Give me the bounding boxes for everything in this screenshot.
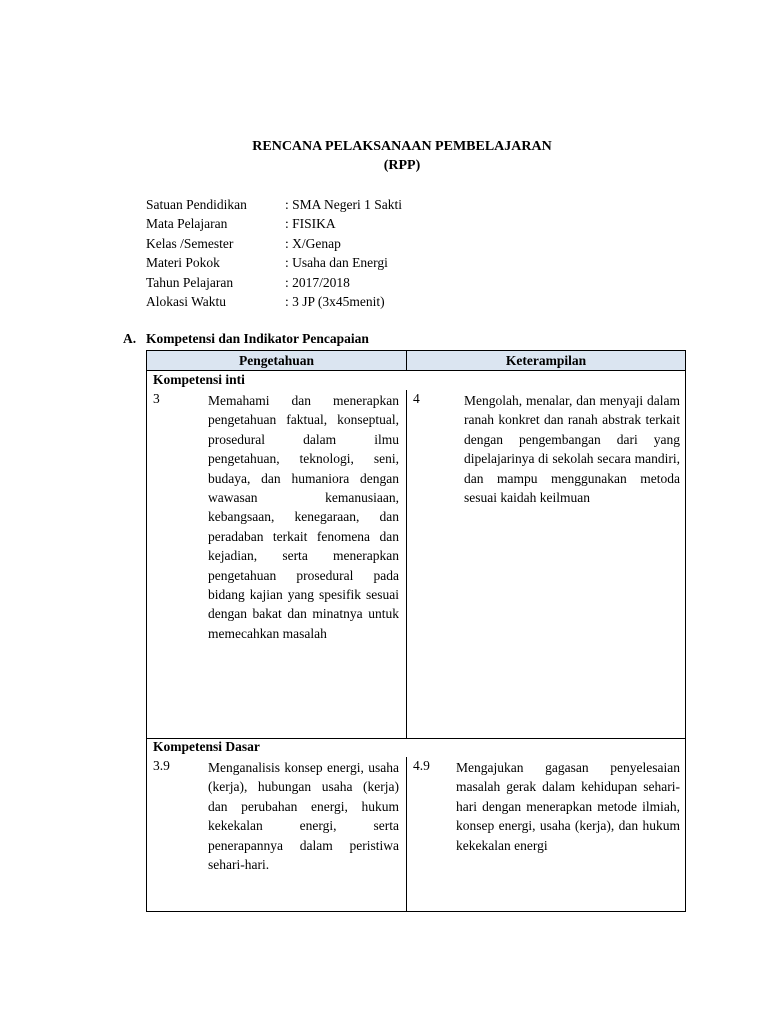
ki-right-text: Mengolah, menalar, dan menyaji dalam ranah konkret dan ranah abstrak terkait dengan pengembangan dari yang dipelajarinya di sekolah secara mandiri, dan mampu menggunakan metoda sesuai kaidah keilmuan: [464, 393, 680, 506]
kd-left-number: 3.9: [153, 758, 170, 773]
kd-right-text: Mengajukan gagasan penyelesaian masalah gerak dalam kehidupan sehari-hari dengan menerapkan metode ilmiah, konsep energi, usaha (kerja), dan hukum kekekalan energi: [456, 760, 680, 853]
ki-left-number: 3: [153, 391, 160, 406]
info-row: [146, 195, 402, 214]
ki-right-number: 4: [413, 391, 420, 406]
info-value: : Usaha dan Energi: [285, 255, 388, 271]
identity-info: [146, 195, 402, 311]
info-label: Mata Pelajaran: [146, 216, 228, 232]
document-subtitle: (RPP): [383, 158, 421, 173]
column-divider: [406, 757, 407, 911]
info-row: [146, 273, 402, 292]
column-divider: [406, 390, 407, 738]
kd-left-text: Menganalisis konsep energi, usaha (kerja), hubungan usaha (kerja) dan perubahan energi, hukum kekekalan energi, serta penerapannya dalam peristiwa sehari-hari.: [208, 760, 399, 873]
section-letter: A.: [123, 331, 137, 346]
kompetensi-dasar-label: Kompetensi Dasar: [153, 739, 260, 754]
info-row: [146, 292, 402, 311]
info-value: : 3 JP (3x45menit): [285, 293, 385, 309]
info-row: [146, 214, 402, 233]
section-title: Kompetensi dan Indikator Pencapaian: [146, 331, 369, 346]
info-value: : FISIKA: [285, 216, 336, 232]
info-row: [146, 253, 402, 272]
kd-right-number: 4.9: [413, 758, 430, 773]
document-title: RENCANA PELAKSANAAN PEMBELAJARAN: [252, 139, 552, 154]
info-label: Materi Pokok: [146, 255, 220, 271]
info-label: Satuan Pendidikan: [146, 197, 247, 212]
info-value: : 2017/2018: [285, 274, 350, 290]
info-value: : SMA Negeri 1 Sakti: [285, 197, 402, 212]
info-label: Kelas /Semester: [146, 235, 234, 251]
header-keterampilan: Keterampilan: [407, 351, 685, 371]
competency-table: [146, 350, 686, 912]
info-value: : X/Genap: [285, 235, 341, 251]
kompetensi-inti-label: Kompetensi inti: [153, 372, 245, 387]
header-pengetahuan: Pengetahuan: [147, 351, 407, 371]
ki-left-text: Memahami dan menerapkan pengetahuan faktual, konseptual, prosedural dalam ilmu pengetahuan, teknologi, seni, budaya, dan humaniora dengan wawasan kemanusiaan, kebangsaan, kenegaraan, dan peradaban terkait fenomena dan kejadian, serta menerapkan pengetahuan prosedural pada bidang kajian yang spesifik sesuai dengan bakat dan minatnya untuk memecahkan masalah: [208, 393, 399, 641]
section-heading: [123, 331, 369, 347]
info-row: [146, 234, 402, 253]
info-label: Tahun Pelajaran: [146, 274, 234, 290]
info-label: Alokasi Waktu: [146, 293, 227, 309]
